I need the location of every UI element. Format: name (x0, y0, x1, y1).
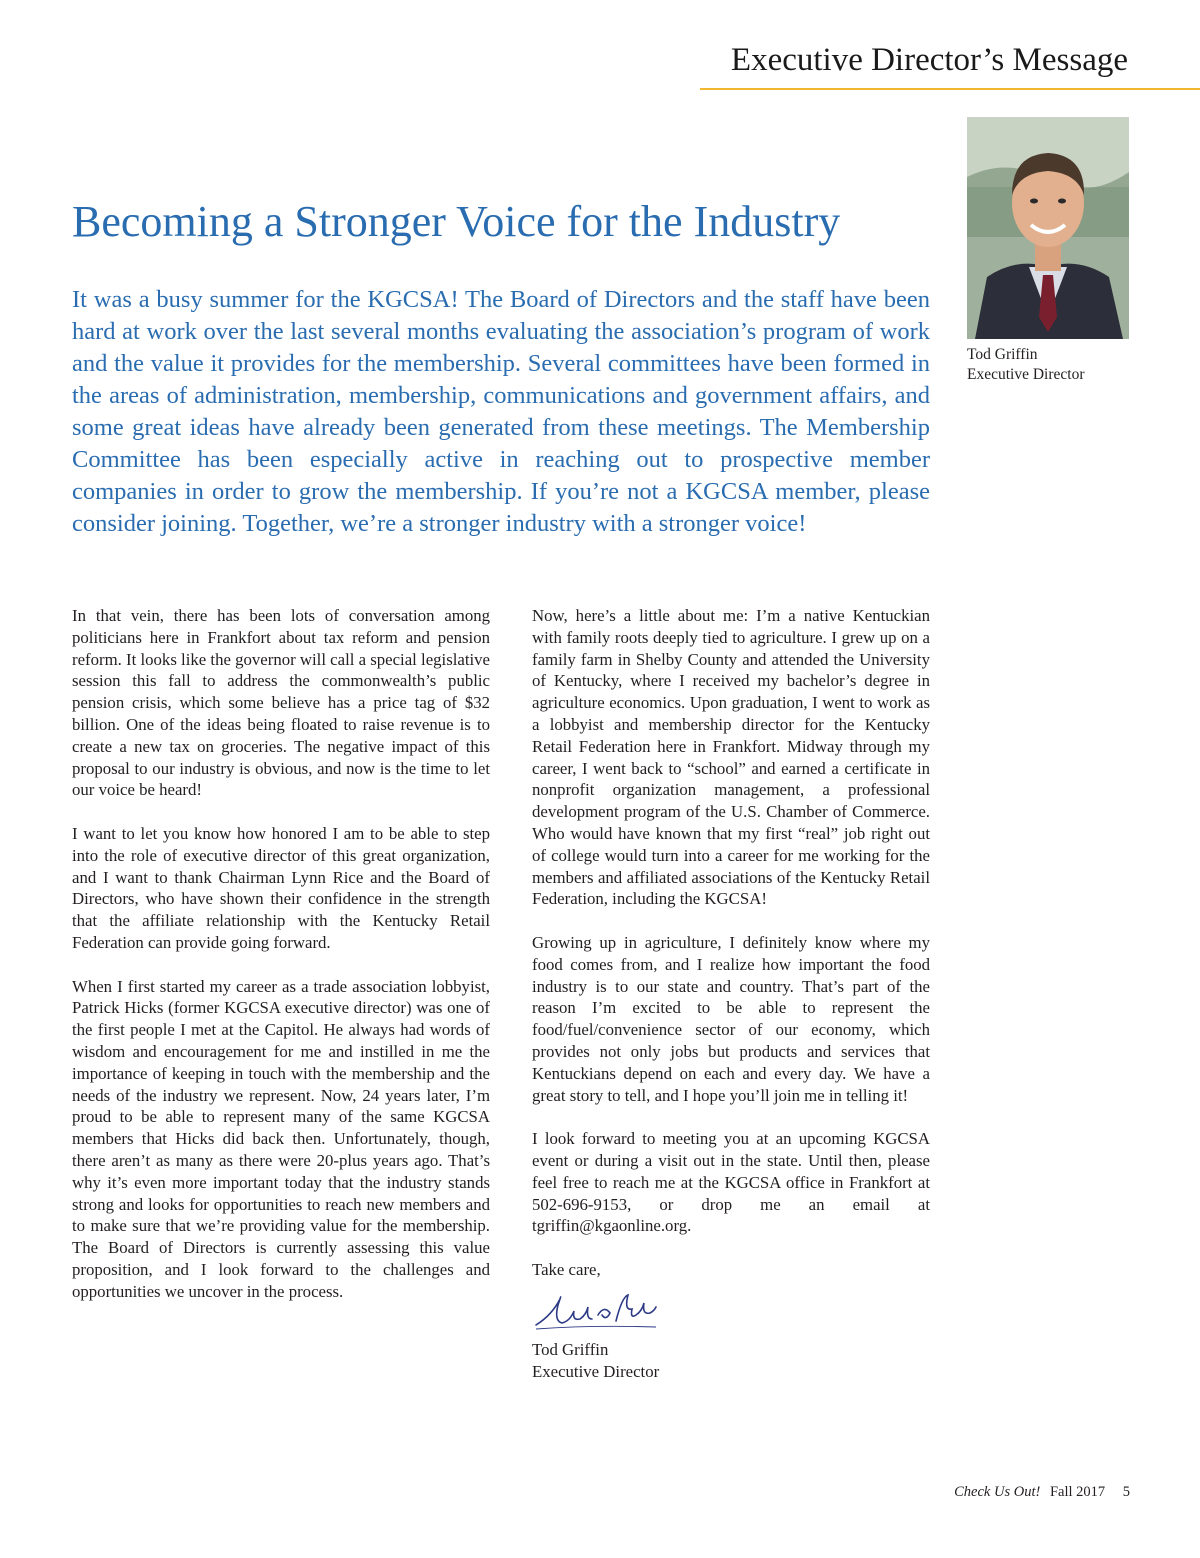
body-paragraph: I look forward to meeting you at an upcoming KGCSA event or during a visit out in the state. Until then, please feel free to reach me at the KGCSA office in Frankfort at 502-696-9153, or drop me an email at tgriffin@kgaonline.org. (532, 1129, 930, 1236)
issue-label: Fall 2017 (1049, 1484, 1106, 1500)
signoff-name: Tod Griffin (532, 1339, 609, 1359)
intro-paragraph: It was a busy summer for the KGCSA! The Board of Directors and the staff have been hard at work over the last several months evaluating the association’s program of work and the value it provides for the membership. Several committees have been formed in the areas of administration, membership, communications and government affairs, and some great ideas have already been generated from these meetings. The Membership Committee has been especially active in reaching out to prospective member companies in order to grow the membership. If you’re not a KGCSA member, please consider joining. Together, we’re a stronger industry with a stronger voice! (72, 286, 930, 537)
portrait-photo (967, 117, 1129, 339)
photo-caption-name: Tod Griffin (967, 346, 1038, 363)
body-paragraph: Growing up in agriculture, I definitely know where my food comes from, and I realize how important the food industry is to our state and country. That’s part of the reason I’m excited to be able to represent the food/fuel/convenience sector of our economy, which provides not only jobs but products and services that Kentuckians depend on each and every day. We have a great story to tell, and I hope you’ll join me in telling it! (532, 932, 930, 1105)
body-column-right (532, 605, 930, 1382)
handwritten-signature (532, 1285, 662, 1335)
page-footer (900, 1484, 1130, 1501)
closing-salutation: Take care, (532, 1259, 601, 1279)
photo-caption (967, 345, 1167, 385)
section-title: Executive Director’s Message (730, 42, 1128, 78)
page-number: 5 (1122, 1484, 1130, 1500)
signoff-title: Executive Director (532, 1361, 660, 1381)
body-paragraph: Now, here’s a little about me: I’m a native Kentuckian with family roots deeply tied to agriculture. I grew up on a family farm in Shelby County and attended the University of Kentucky, where I received my bachelor’s degree in agriculture economics. Upon graduation, I went to work as a lobbyist and membership director for the Kentucky Retail Federation here in Frankfort. Midway through my career, I went back to “school” and earned a certificate in nonprofit organization management, a professional development program of the U.S. Chamber of Commerce. Who would have known that my first “real” job right out of college would turn into a career for me working for the members and affiliated associations of the Kentucky Retail Federation, including the KGCSA! (532, 606, 930, 909)
publication-name: Check Us Out! (954, 1484, 1041, 1500)
header-accent-rule (700, 88, 1200, 90)
portrait-illustration (967, 117, 1129, 339)
body-paragraph: When I first started my career as a trade association lobbyist, Patrick Hicks (former KGCSA executive director) was one of the first people I met at the Capitol. He always had words of wisdom and encouragement for me and instilled in me the importance of keeping in touch with the membership and the needs of the industry we represent. Now, 24 years later, I’m proud to be able to represent many of the same KGCSA members that Hicks did back then. Unfortunately, though, there aren’t as many as there were 20-plus years ago. That’s why it’s even more important today that the industry stands strong and looks for opportunities to reach new members and to make sure that we’re providing value for the membership. The Board of Directors is currently assessing this value proposition, and I look forward to the challenges and opportunities we uncover in the process. (72, 976, 490, 1301)
body-column-left (72, 605, 490, 1324)
body-paragraph: In that vein, there has been lots of conversation among politicians here in Frankfort about tax reform and pension reform. It looks like the governor will call a special legislative session this fall to address the commonwealth’s public pension crisis, which some believe has a price tag of $32 billion. One of the ideas being floated to raise revenue is to create a new tax on groceries. The negative impact of this proposal to our industry is obvious, and now is the time to let our voice be heard! (72, 606, 490, 800)
body-paragraph: I want to let you know how honored I am to be able to step into the role of executive director of this great organization, and I want to thank Chairman Lynn Rice and the Board of Directors, who have shown their confidence in the strength that the affiliate relationship with the Kentucky Retail Federation can provide going forward. (72, 823, 490, 952)
photo-caption-title: Executive Director (967, 366, 1085, 383)
article-headline: Becoming a Stronger Voice for the Industry (72, 197, 841, 246)
